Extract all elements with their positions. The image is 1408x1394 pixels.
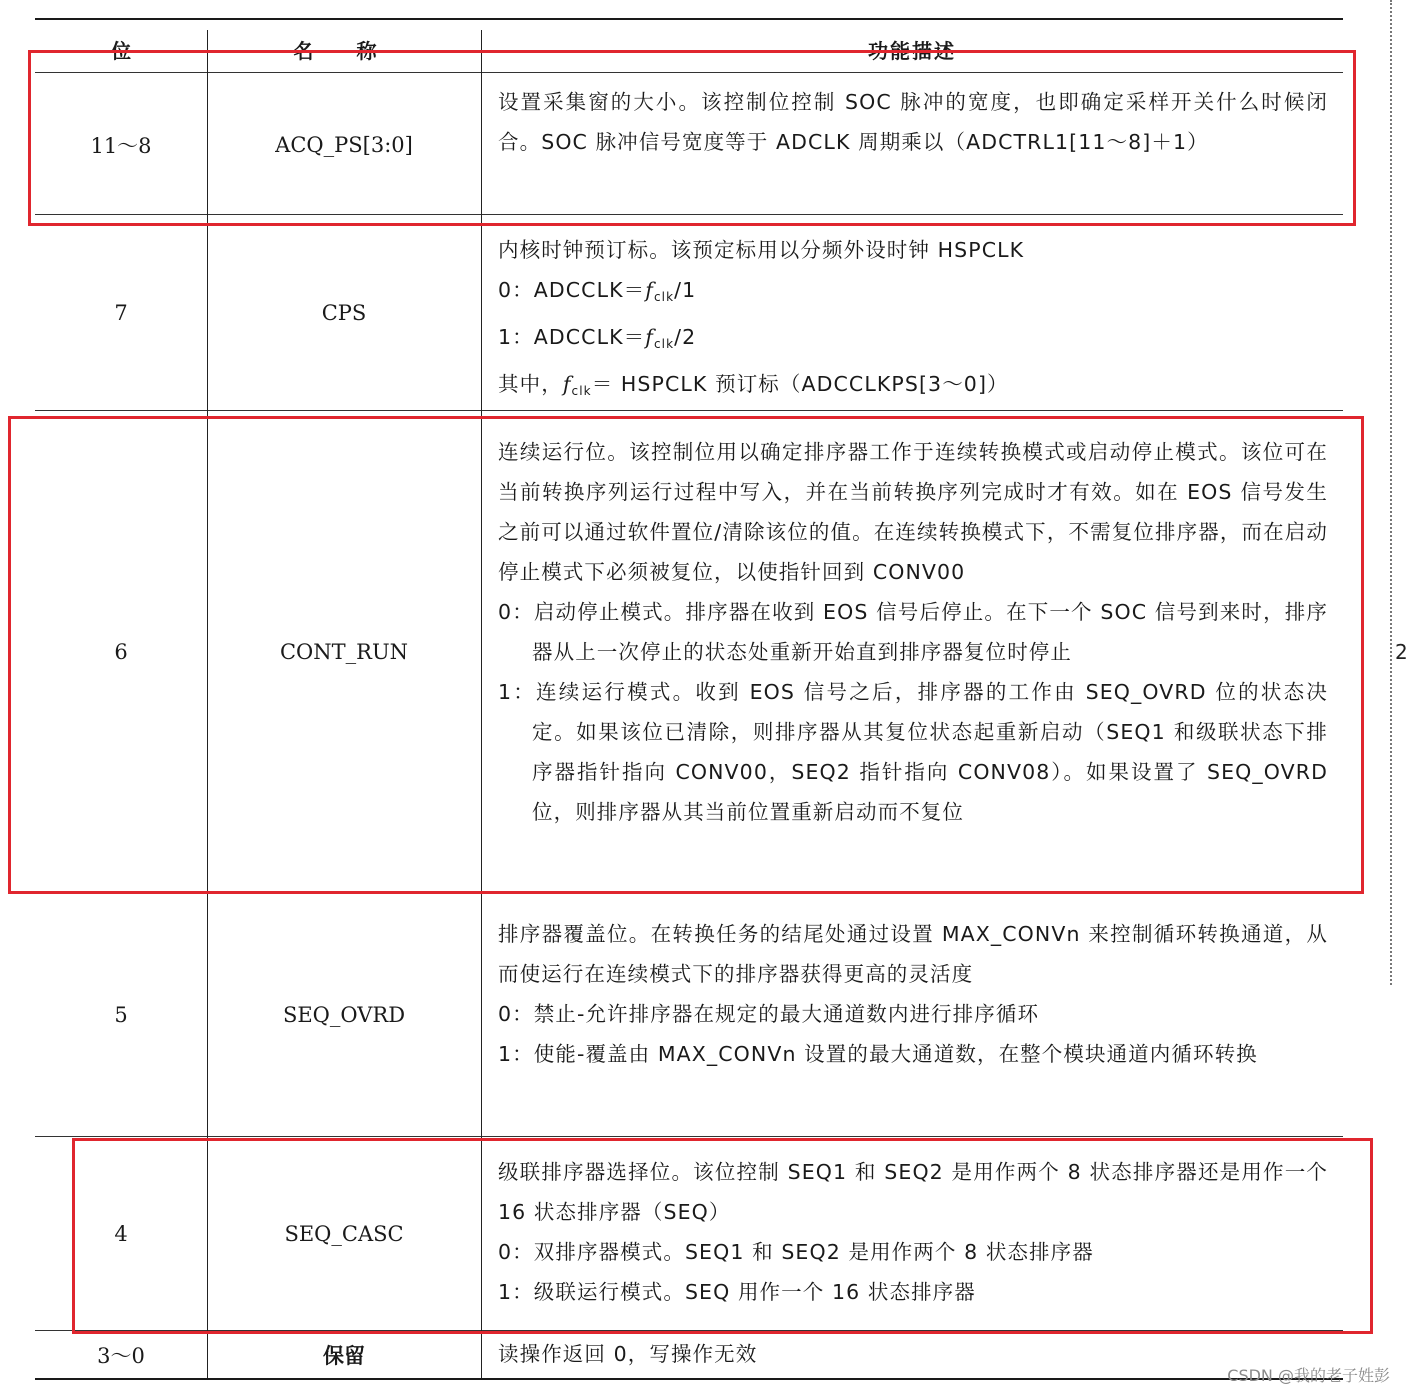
option-1: 1：级联运行模式。SEQ 用作一个 16 状态排序器 <box>498 1280 976 1304</box>
option-text: 1：ADCCLK＝ <box>498 325 646 349</box>
note-text: ＝ HSPCLK 预订标（ADCCLKPS[3～0]） <box>591 372 1009 396</box>
row-bit: 4 <box>114 1222 128 1246</box>
row-name: ACQ_PS[3:0] <box>275 133 413 157</box>
table-bottom-rule <box>35 1378 1343 1380</box>
row-name: 保留 <box>323 1344 365 1368</box>
row-bit: 7 <box>114 301 128 325</box>
row-bit: 6 <box>114 640 128 664</box>
margin-mark: 2 <box>1395 640 1408 664</box>
highlight-box <box>8 416 1364 894</box>
description-text: 排序器覆盖位。在转换任务的结尾处通过设置 MAX_CONVn 来控制循环转换通道，从而使运行在连续模式下的排序器获得更高的灵活度 <box>498 922 1328 986</box>
option-0: 0：禁止-允许排序器在规定的最大通道数内进行排序循环 <box>498 1002 1040 1026</box>
row-description <box>498 1334 1328 1374</box>
option-1: 1：连续运行模式。收到 EOS 信号之后，排序器的工作由 SEQ_OVRD 位的状态决定。如果该位已清除，则排序器从其复位状态起重新启动（SEQ1 和级联状态下排序器指针指向 CONV00，SEQ2 指针指向 CONV08）。如果设置了 SEQ_OVRD 位，则排序器从其当前位置重新启动而不复位 <box>498 680 1328 824</box>
row-name: SEQ_OVRD <box>282 1003 406 1027</box>
description-text: 连续运行位。该控制位用以确定排序器工作于连续转换模式或启动停止模式。该位可在当前转换序列运行过程中写入，并在当前转换序列完成时才有效。如在 EOS 信号发生之前可以通过软件置位/清除该位的值。在连续转换模式下，不需复位排序器，而在启动停止模式下必须被复位，以使指针回到 CONV00 <box>498 440 1328 584</box>
option-1 <box>498 317 1328 364</box>
description-text: 读操作返回 0，写操作无效 <box>498 1342 758 1366</box>
row-name: CONT_RUN <box>279 640 409 664</box>
option-text: /1 <box>674 278 697 302</box>
row-description <box>498 230 1328 411</box>
row-description <box>498 914 1328 1074</box>
header-bit: 位 <box>111 39 131 63</box>
description-text: 级联排序器选择位。该位控制 SEQ1 和 SEQ2 是用作两个 8 状态排序器还是用作一个 16 状态排序器（SEQ） <box>498 1160 1328 1224</box>
f-symbol: f <box>645 278 654 302</box>
option-0: 0：双排序器模式。SEQ1 和 SEQ2 是用作两个 8 状态排序器 <box>498 1240 1094 1264</box>
f-subscript: clk <box>571 384 592 398</box>
row-bit: 3～0 <box>97 1344 145 1368</box>
option-text: 0：ADCCLK＝ <box>498 278 646 302</box>
row-name: CPS <box>321 301 367 325</box>
header-name: 名 称 <box>293 39 395 63</box>
highlight-box <box>28 50 1356 226</box>
page-margin-dotted-line <box>1390 0 1394 985</box>
f-symbol: f <box>562 372 572 396</box>
row-bit: 11～8 <box>90 134 152 158</box>
header-description: 功能描述 <box>868 39 956 63</box>
option-0: 0：启动停止模式。排序器在收到 EOS 信号后停止。在下一个 SOC 信号到来时，排序器从上一次停止的状态处重新开始直到排序器复位时停止 <box>498 600 1328 664</box>
f-subscript: clk <box>653 337 675 351</box>
table-top-rule <box>35 18 1343 20</box>
highlight-box <box>72 1138 1373 1334</box>
watermark: CSDN @我的老子姓彭 <box>1227 1366 1390 1385</box>
row-name: SEQ_CASC <box>284 1222 404 1246</box>
option-1: 1：使能-覆盖由 MAX_CONVn 设置的最大通道数，在整个模块通道内循环转换 <box>498 1042 1258 1066</box>
row-bit: 5 <box>114 1003 128 1027</box>
option-text: /2 <box>674 325 697 349</box>
row-divider <box>35 1136 1343 1137</box>
description-text: 设置采集窗的大小。该控制位控制 SOC 脉冲的宽度，也即确定采样开关什么时候闭合。SOC 脉冲信号宽度等于 ADCLK 周期乘以（ADCTRL1[11～8]＋1） <box>498 90 1328 154</box>
description-text: 内核时钟预订标。该预定标用以分频外设时钟 HSPCLK <box>498 238 1025 262</box>
option-0 <box>498 270 1328 317</box>
note <box>498 364 1328 411</box>
f-symbol: f <box>645 325 654 349</box>
f-subscript: clk <box>653 290 675 304</box>
note-text: 其中， <box>498 372 563 396</box>
